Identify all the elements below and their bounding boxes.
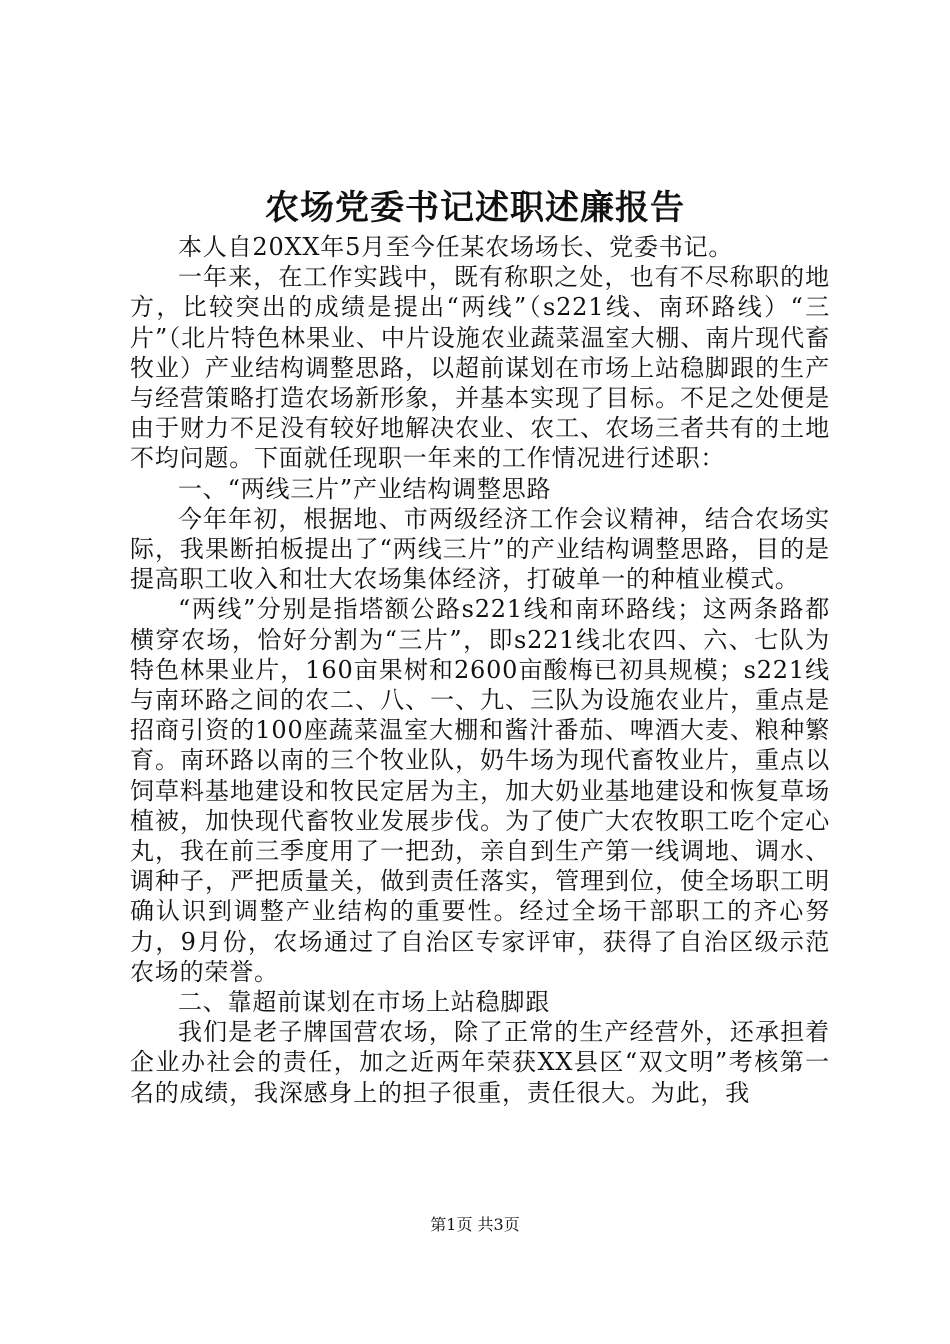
body-paragraph: 今年年初，根据地、市两级经济工作会议精神，结合农场实际，我果断拍板提出了“两线三片”的产业结构调整思路，目的是提高职工收入和壮大农场集体经济，打破单一的种植业模式。: [130, 504, 830, 594]
body-paragraph: 本人自20XX年5月至今任某农场场长、党委书记。: [178, 233, 734, 261]
section-heading: 二、靠超前谋划在市场上站稳脚跟: [178, 988, 550, 1017]
document-title: 农场党委书记述职述廉报告: [265, 188, 685, 228]
page-footer: 第1页 共3页: [430, 1215, 520, 1234]
body-paragraph: 一年来，在工作实践中，既有称职之处，也有不尽称职的地方，比较突出的成绩是提出“两线”（s221线、南环路线）“三片”（北片特色林果业、中片设施农业蔬菜温室大棚、南片现代畜牧业）产业结构调整思路，以超前谋划在市场上站稳脚跟的生产与经营策略打造农场新形象，并基本实现了目标。不足之处便是由于财力不足没有较好地解决农业、农工、农场三者共有的土地不均问题。下面就任现职一年来的工作情况进行述职：: [130, 263, 830, 473]
body-paragraph: 我们是老子牌国营农场，除了正常的生产经营外，还承担着企业办社会的责任，加之近两年荣获XX县区“双文明”考核第一名的成绩，我深感身上的担子很重，责任很大。为此，我: [130, 1018, 830, 1107]
body-paragraph: “两线”分别是指塔额公路s221线和南环路线；这两条路都横穿农场，恰好分割为“三片”，即s221线北农四、六、七队为特色林果业片，160亩果树和2600亩酸梅已初具规模；s221线与南环路之间的农二、八、一、九、三队为设施农业片，重点是招商引资的100座蔬菜温室大棚和酱汁番茄、啤酒大麦、粮种繁育。南环路以南的三个牧业队，奶牛场为现代畜牧业片，重点以饲草料基地建设和牧民定居为主，加大奶业基地建设和恢复草场植被，加快现代畜牧业发展步伐。为了使广大农牧职工吃个定心丸，我在前三季度用了一把劲，亲自到生产第一线调地、调水、调种子，严把质量关，做到责任落实，管理到位，使全场职工明确认识到调整产业结构的重要性。经过全场干部职工的齐心努力，9月份，农场通过了自治区专家评审，获得了自治区级示范农场的荣誉。: [130, 595, 830, 986]
section-heading: 一、“两线三片”产业结构调整思路: [178, 474, 552, 503]
document-body: [130, 232, 830, 1108]
